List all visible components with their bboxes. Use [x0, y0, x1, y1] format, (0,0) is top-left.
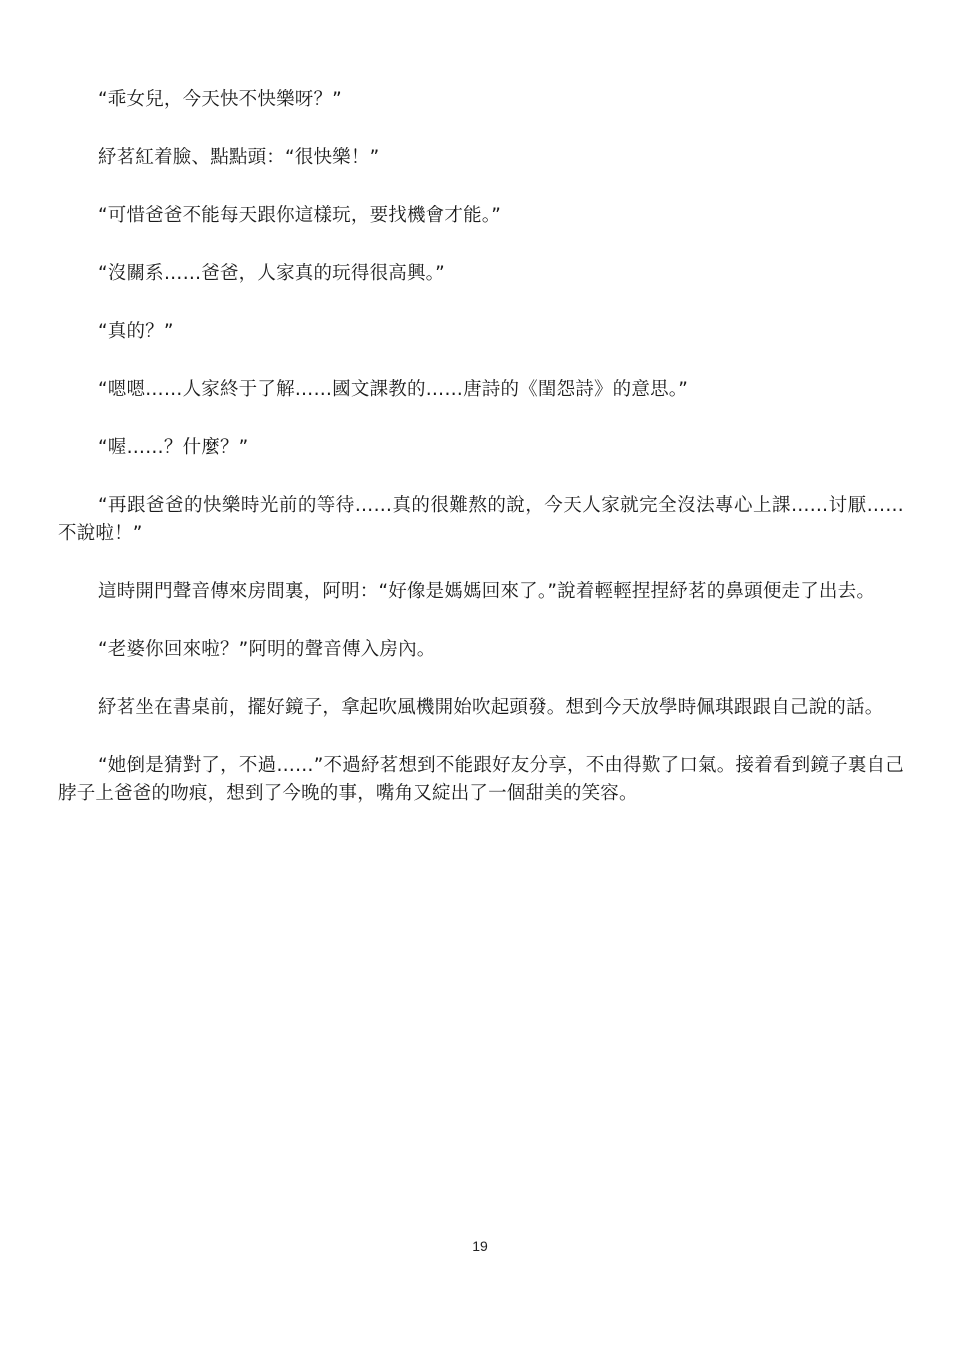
- paragraph-7: “喔……？什麼？”: [98, 437, 249, 458]
- paragraph-10: “老婆你回來啦？”阿明的聲音傳入房內。: [98, 639, 436, 660]
- paragraph-3: “可惜爸爸不能每天跟你這樣玩，要找機會才能。”: [98, 205, 502, 226]
- page-number: 19: [472, 1238, 488, 1254]
- paragraph-2: 紓茗紅着臉、點點頭：“很快樂！”: [98, 147, 380, 168]
- paragraph-5: “真的？”: [98, 321, 174, 342]
- paragraph-8: “再跟爸爸的快樂時光前的等待……真的很難熬的說，今天人家就完全沒法專心上課……讨厭……不說啦！”: [58, 495, 904, 544]
- paragraph-9: 這時開門聲音傳來房間裏，阿明：“好像是媽媽回來了。”說着輕輕捏捏紓茗的鼻頭便走了出去。: [98, 581, 876, 602]
- paragraph-6: “嗯嗯……人家終于了解……國文課教的……唐詩的《閨怨詩》的意思。”: [98, 379, 689, 400]
- paragraph-12: “她倒是猜對了，不過……”不過紓茗想到不能跟好友分享，不由得歎了口氣。接着看到鏡子裏自己脖子上爸爸的吻痕，想到了今晚的事，嘴角又綻出了一個甜美的笑容。: [58, 755, 904, 804]
- paragraph-1: “乖女兒，今天快不快樂呀？”: [98, 89, 342, 110]
- paragraph-11: 紓茗坐在書桌前，擺好鏡子，拿起吹風機開始吹起頭發。想到今天放學時佩琪跟跟自己說的話。: [98, 697, 884, 718]
- paragraph-4: “沒關系……爸爸，人家真的玩得很高興。”: [98, 263, 445, 284]
- text-body: [58, 86, 904, 808]
